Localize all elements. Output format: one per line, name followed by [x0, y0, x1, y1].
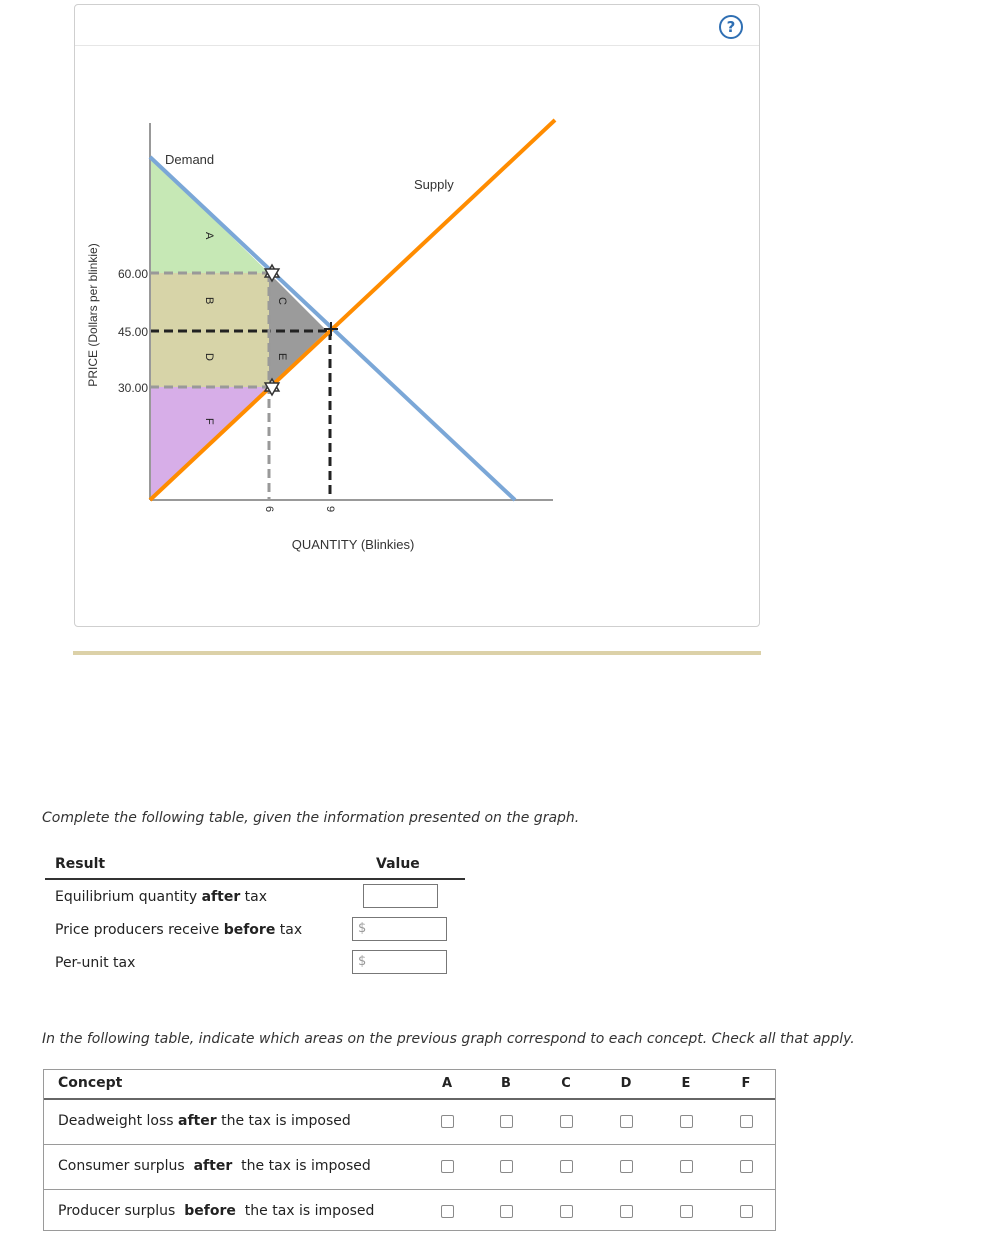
checkbox-f[interactable] [740, 1160, 753, 1173]
price-tick-30: 30.00 [117, 381, 148, 395]
x-axis-label: QUANTITY (Blinkies) [291, 537, 415, 552]
instructions-1: Complete the following table, given the information presented on the graph. [42, 810, 580, 826]
checkbox-e[interactable] [680, 1160, 693, 1173]
supply-label: Supply [414, 177, 454, 192]
results-table-header [45, 852, 465, 880]
column-d: D [620, 1076, 632, 1091]
price-tick-45: 45.00 [117, 325, 148, 339]
checkbox-b[interactable] [500, 1115, 513, 1128]
table-row [44, 1190, 775, 1234]
equilibrium-quantity-input[interactable] [363, 884, 438, 908]
help-icon[interactable]: ? [719, 15, 743, 39]
column-c: C [561, 1076, 571, 1091]
quantity-tick-9: 9 [324, 506, 336, 513]
column-b: B [501, 1076, 511, 1091]
header-concept: Concept [58, 1075, 123, 1091]
row-label: Producer surplus before the tax is imposed [58, 1203, 375, 1219]
area-label-e: E [276, 353, 288, 361]
column-f: F [741, 1076, 751, 1091]
concept-table-header [44, 1070, 775, 1100]
checkbox-b[interactable] [500, 1160, 513, 1173]
area-label-a: A [203, 232, 215, 240]
results-table [45, 852, 465, 979]
row-label: Price producers receive before tax [55, 922, 303, 938]
demand-label: Demand [165, 152, 215, 167]
quantity-tick-6: 6 [263, 506, 275, 513]
column-a: A [441, 1076, 453, 1091]
area-label-b: B [203, 297, 215, 305]
area-label-f: F [203, 418, 215, 425]
checkbox-c[interactable] [560, 1160, 573, 1173]
column-e: E [681, 1076, 691, 1091]
table-row [45, 880, 465, 913]
graph-panel [74, 4, 760, 627]
checkbox-e[interactable] [680, 1115, 693, 1128]
checkbox-b[interactable] [500, 1205, 513, 1218]
row-label: Per-unit tax [55, 955, 136, 971]
checkbox-a[interactable] [441, 1205, 454, 1218]
checkbox-f[interactable] [740, 1205, 753, 1218]
supply-demand-graph [75, 5, 761, 628]
per-unit-tax-input[interactable]: $ [352, 950, 447, 974]
checkbox-a[interactable] [441, 1115, 454, 1128]
checkbox-c[interactable] [560, 1205, 573, 1218]
checkbox-f[interactable] [740, 1115, 753, 1128]
checkbox-d[interactable] [620, 1115, 633, 1128]
checkbox-c[interactable] [560, 1115, 573, 1128]
y-axis-label: PRICE (Dollars per blinkie) [86, 243, 100, 387]
checkbox-d[interactable] [620, 1205, 633, 1218]
producer-price-input[interactable]: $ [352, 917, 447, 941]
row-label: Consumer surplus after the tax is imposed [58, 1158, 371, 1174]
table-row [44, 1100, 775, 1145]
table-row [45, 913, 465, 946]
section-divider [73, 651, 761, 655]
concept-table [43, 1069, 776, 1231]
price-tick-60: 60.00 [117, 267, 148, 281]
checkbox-a[interactable] [441, 1160, 454, 1173]
table-row [45, 946, 465, 979]
checkbox-e[interactable] [680, 1205, 693, 1218]
row-label: Equilibrium quantity after tax [55, 889, 268, 905]
instructions-2: In the following table, indicate which areas on the previous graph correspond to each concept. Check all that apply. [42, 1031, 855, 1047]
area-label-c: C [276, 297, 288, 305]
row-label: Deadweight loss after the tax is imposed [58, 1113, 351, 1129]
header-value: Value [376, 856, 420, 872]
area-label-d: D [203, 353, 215, 361]
table-row [44, 1145, 775, 1190]
checkbox-d[interactable] [620, 1160, 633, 1173]
header-result: Result [55, 856, 106, 872]
